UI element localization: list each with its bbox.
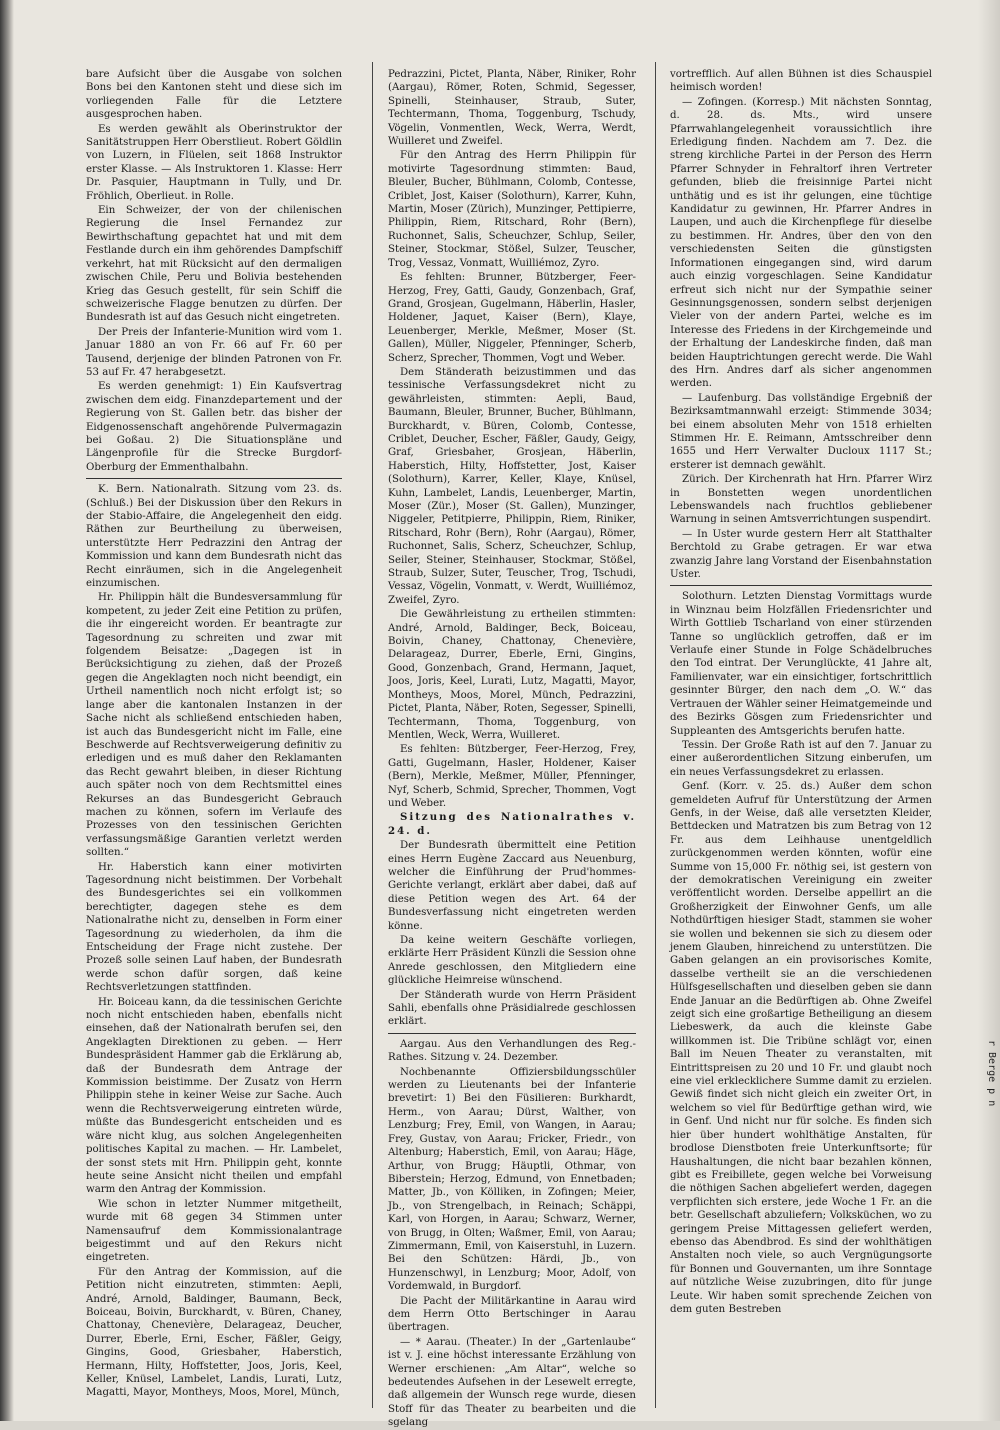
- session-heading: Sitzung des Nationalrathes v. 24. d.: [388, 811, 636, 837]
- paragraph: — Zofingen. (Korresp.) Mit nächsten Sonntag, d. 28. ds. Mts., wird unsere Pfarrwahlangelegenheit voraussichtlich ihre Erledigung finden. Nachdem am 7. Dez. die streng kirchliche Partei in der Person des Herrn Pfarrer Schnyder in Fehraltorf ihren Vertreter gefunden, blieb die freisinnige Partei nicht unthätig und es ist ihr gelungen, eine tüchtige Kandidatur zu gewinnen, Hr. Pfarrer Andres in Laupen, und auch die Kirchenpflege für dieselbe zu bestimmen. Hr. Andres, über den von den verschiedensten Seiten die günstigsten Informationen eingegangen sind, wird darum auch einzig vorgeschlagen. Seine Kandidatur erfreut sich nicht nur der Sympathie seiner Gesinnungsgenossen, sondern selbst derjenigen Vieler von der andern Partei, welche es im Interesse des Friedens in der Kirchgemeinde und der Erhaltung der Landeskirche finden, daß man beiden Hauptrichtungen gerecht werde. Die Wahl des Hrn. Andres darf als sicher angenommen werden.: [670, 96, 932, 390]
- paragraph: — * Aarau. (Theater.) In der „Gartenlaube“ ist v. J. eine höchst interessante Erzählung von Werner erschienen: „Am Altar“, welche so bedeutendes Aufsehen in der Lesewelt erregte, daß allgemein der Wunsch rege wurde, diesen Stoff für das Theater zu bearbeiten und die sgelang: [388, 1336, 636, 1429]
- paragraph: Es werden genehmigt: 1) Ein Kaufsvertrag zwischen dem eidg. Finanzdepartement und der Regierung von St. Gallen betr. das bisher der Eidgenossenschaft angehörende Pulvermagazin bei Goßau. 2) Die Situationspläne und Längenprofile für die Strecke Burgdorf-Oberburg der Emmenthalbahn.: [86, 381, 342, 473]
- paragraph: Da keine weitern Geschäfte vorliegen, erklärte Herr Präsident Künzli die Session ohne Anrede geschlossen, den Mitgliedern eine glückliche Heimreise wünschend.: [388, 935, 636, 987]
- paragraph: Pedrazzini, Pictet, Planta, Näber, Riniker, Rohr (Aargau), Römer, Roten, Schmid, Segesser, Spinelli, Steinhauser, Straub, Suter, Techtermann, Thoma, Toggenburg, Tschudy, Vögelin, Vonmentlen, Weck, Werra, Werdt, Wuilleret und Zweifel.: [388, 69, 636, 148]
- column-rule-2: [655, 62, 656, 1408]
- paragraph: — In Uster wurde gestern Herr alt Statthalter Berchtold zu Grabe getragen. Er war etwa zwanzig Jahre lang Vorstand der Eisenbahnstation Uster.: [670, 528, 932, 581]
- paragraph: Für den Antrag des Herrn Philippin für motivirte Tagesordnung stimmten: Baud, Bleuler, Bucher, Bühlmann, Colomb, Contesse, Criblet, Jost, Kaiser (Solothurn), Karrer, Kuhn, Martin, Moser (Zürich), Munzinger, Pettipierre, Philippin, Riem, Ritschard, Rohr (Bern), Ruchonnet, Salis, Scheuchzer, Schlup, Seiler, Steiner, Stockmar, Stößel, Sulzer, Teuscher, Trog, Vessaz, Vonmatt, Wuilliémoz, Zyro.: [388, 150, 636, 269]
- paragraph: bare Aufsicht über die Ausgabe von solchen Bons bei den Kantonen steht und diese sich im vorliegenden Falle für die Letztere ausgesprochen haben.: [86, 69, 342, 121]
- paragraph: Ein Schweizer, der von der chilenischen Regierung die Insel Fernandez zur Bewirthschaftung gepachtet hat und mit dem Festlande durch ein ihm gehörendes Dampfschiff verkehrt, hat mit Rücksicht auf den dermaligen zwischen Chile, Peru und Bolivia bestehenden Krieg das Gesuch gestellt, für sein Schiff die schweizerische Flagge benutzen zu dürfen. Der Bundesrath ist auf das Gesuch nicht eingetreten.: [86, 205, 342, 324]
- adjacent-page-strip: r Berge p n: [986, 1040, 997, 1107]
- paragraph: Nochbenannte Offiziersbildungsschüler werden zu Lieutenants bei der Infanterie brevetirt: 1) Bei den Füsilieren: Burkhardt, Herm., von Aarau; Dürst, Walther, von Lenzburg; Frey, Emil, von Wangen, in Aarau; Frey, Gustav, von Aarau; Fricker, Friedr., von Altenburg; Haberstich, Emil, von Aarau; Häge, Arthur, von Brugg; Häuptli, Othmar, von Biberstein; Herzog, Edmund, von Ennetbaden; Matter, Jb., von Kölliken, in Zofingen; Meier, Jb., von Strengelbach, in Reinach; Schäppi, Karl, von Horgen, in Aarau; Schwarz, Werner, von Brugg, in Olten; Waßmer, Emil, von Aarau; Zimmermann, Emil, von Kaiserstuhl, in Luzern. Bei den Schützen: Härdi, Jb., von Hunzenschwyl, in Lenzburg; Moor, Adolf, von Vordemwald, in Burgdorf.: [388, 1066, 636, 1293]
- paragraph: Es fehlten: Bützberger, Feer-Herzog, Frey, Gatti, Gugelmann, Hasler, Holdener, Kaiser (Bern), Merkle, Meßmer, Müller, Pfenninger, Nyf, Scherb, Schmid, Sprecher, Thommen, Vogt und Weber.: [388, 744, 636, 809]
- section-divider: [388, 1033, 636, 1034]
- paragraph: K. Bern. Nationalrath. Sitzung vom 23. ds. (Schluß.) Bei der Diskussion über den Rekurs in der Stabio-Affaire, die Angelegenheit den eidg. Räthen zur Beurtheilung zu überweisen, unterstützte Herr Pedrazzini den Antrag der Kommission und kann dem Bundesrath nicht das Recht einräumen, sich in die Angelegenheit einzumischen.: [86, 484, 342, 590]
- column-2: [388, 68, 636, 1429]
- right-margin: [978, 0, 1000, 1421]
- paragraph: Die Gewährleistung zu ertheilen stimmten: André, Arnold, Baldinger, Beck, Boiceau, Boivin, Chaney, Chattonay, Chenevière, Delarageaz, Durrer, Eberle, Erni, Gingins, Good, Gonzenbach, Grand, Hermann, Jaquet, Joos, Joris, Keel, Lurati, Lutz, Magatti, Mayor, Montheys, Moos, Morel, Münch, Pedrazzini, Pictet, Planta, Näber, Roten, Segesser, Spinelli, Techtermann, Thoma, Toggenburg, von Mentlen, Weck, Werra, Wuilleret.: [388, 609, 636, 741]
- paragraph: Aargau. Aus den Verhandlungen des Reg.-Rathes. Sitzung v. 24. Dezember.: [388, 1038, 636, 1064]
- paragraph: Hr. Boiceau kann, da die tessinischen Gerichte noch nicht entschieden haben, ebenfalls nicht einsehen, daß der Nationalrath berufen sei, den Angeklagten Direktionen zu geben. — Herr Bundespräsident Hammer gab die Erklärung ab, daß der Bundesrath dem Antrage der Kommission beistimme. Der Zusatz von Herrn Philippin stehe in keiner Weise zur Sache. Auch wenn die Rechtsverweigerung eintreten würde, müßte das Bundesgericht entscheiden und es wäre nicht klug, aus solchen Angelegenheiten politisches Kapital zu machen. — Hr. Lambelet, der sonst stets mit Hrn. Philippin geht, konnte heute seine Ansicht nicht theilen und empfahl warm den Antrag der Kommission.: [86, 996, 342, 1196]
- paragraph: Wie schon in letzter Nummer mitgetheilt, wurde mit 68 gegen 34 Stimmen unter Namensaufruf dem Kommissionalantrage beigestimmt und auf den Rekurs nicht eingetreten.: [86, 1198, 342, 1264]
- section-divider: [86, 478, 342, 479]
- paragraph: Es werden gewählt als Oberinstruktor der Sanitätstruppen Herr Oberstlieut. Robert Göldlin von Luzern, in Flüelen, seit 1868 Instruktor erster Klasse. — Als Instruktoren 1. Klasse: Herr Dr. Pasquier, Hauptmann in Tully, und Dr. Fröhlich, Oberlieut. in Rolle.: [86, 123, 342, 202]
- column-3: [670, 68, 932, 1408]
- paragraph: Der Bundesrath übermittelt eine Petition eines Herrn Eugène Zaccard aus Neuenburg, welcher die Einführung der Prud'hommes-Gerichte verlangt, erklärt aber dabei, daß auf diese Petition wegen des Art. 64 der Bundesverfassung nicht eingetreten werden könne.: [388, 840, 636, 932]
- paragraph: Tessin. Der Große Rath ist auf den 7. Januar zu einer außerordentlichen Sitzung einberufen, um ein neues Verfassungsdekret zu erlassen.: [670, 739, 932, 778]
- paragraph: Für den Antrag der Kommission, auf die Petition nicht einzutreten, stimmten: Aepli, André, Arnold, Baldinger, Baumann, Beck, Boiceau, Boivin, Burckhardt, v. Büren, Chaney, Chattonay, Chenevière, Delarageaz, Deucher, Durrer, Eberle, Erni, Escher, Fäßler, Geigy, Gingins, Good, Griesbaher, Haberstich, Hermann, Hilty, Hoffstetter, Joos, Joris, Keel, Keller, Knüsel, Lambelet, Landis, Lurati, Lutz, Magatti, Mayor, Montheys, Moos, Morel, Münch,: [86, 1266, 342, 1399]
- paragraph: — Laufenburg. Das vollständige Ergebniß der Bezirksamtmannwahl erzeigt: Stimmende 3034; bei einem absoluten Mehr von 1518 erhielten Stimmen Hr. E. Reimann, Amtsschreiber denn 1655 und Herr Verwalter Ducloux 1117 St.; ersterer ist demnach gewählt.: [670, 392, 932, 471]
- paragraph: vortrefflich. Auf allen Bühnen ist dies Schauspiel heimisch worden!: [670, 69, 932, 94]
- column-1: [86, 68, 342, 1408]
- section-divider: [670, 585, 932, 586]
- paragraph: Solothurn. Letzten Dienstag Vormittags wurde in Winznau beim Holzfällen Friedensrichter und Wirth Gottlieb Tscharland von einer stürzenden Tanne so unglücklich getroffen, daß er im Verlaufe einer Stunde in Folge Schädelbruches den Tod eintrat. Der Verunglückte, 41 Jahre alt, Familienvater, war ein einsichtiger, fortschrittlich gesinnter Bürger, den nach dem „O. W.“ das Vertrauen der Wähler seiner Heimatgemeinde und des Bezirks Gösgen zum Friedensrichter und Suppleanten des Amtsgerichts berufen hatte.: [670, 591, 932, 737]
- page-binding: [0, 0, 14, 1421]
- paragraph: Der Preis der Infanterie-Munition wird vom 1. Januar 1880 an von Fr. 66 auf Fr. 60 per Tausend, derjenige der blinden Patronen von Fr. 53 auf Fr. 47 herabgesetzt.: [86, 326, 342, 378]
- paragraph: Hr. Haberstich kann einer motivirten Tagesordnung nicht beistimmen. Der Vorbehalt des Bundesgerichtes sei ein vollkommen berechtigter, dagegen stehe es dem Nationalrathe nicht zu, denselben in Form einer Tagesordnung zu wiederholen, da ihm die Entscheidung der Frage nicht zustehe. Der Prozeß solle seinen Lauf haben, der Bundesrath werde schon dafür sorgen, daß keine Rechtsverletzungen stattfinden.: [86, 861, 342, 994]
- paragraph: Hr. Philippin hält die Bundesversammlung für kompetent, zu jeder Zeit eine Petition zu prüfen, die ihr eingereicht worden. Er beantragte zur Tagesordnung zu schreiten und zwar mit folgendem Beisatze: „Dagegen ist in Berücksichtigung zu ziehen, daß der Prozeß gegen die Angeklagten noch nicht beendigt, ein Urtheil namentlich noch nicht erfolgt ist; so lange aber die kantonalen Instanzen in der Sache nicht als schließend entschieden haben, ist auch das Bundesgericht nicht im Falle, eine Beschwerde auf Rechtsverweigerung definitiv zu erledigen und es muß daher den Reklamanten das Recht gewahrt bleiben, in dieser Richtung auch später noch von dem Rechtsmittel eines Rekurses an das Bundesgericht Gebrauch machen zu können, sofern im Verlaufe des Prozesses von den tessinischen Gerichten verfassungsmäßige Garantien verletzt werden sollten.“: [86, 592, 342, 859]
- paragraph: Der Ständerath wurde von Herrn Präsident Sahli, ebenfalls ohne Präsidialrede geschlossen erklärt.: [388, 989, 636, 1028]
- paragraph: Dem Ständerath beizustimmen und das tessinische Verfassungsdekret nicht zu gewährleisten, stimmten: Aepli, Baud, Baumann, Bleuler, Brunner, Bucher, Bühlmann, Burckhardt, v. Büren, Colomb, Contesse, Criblet, Deucher, Escher, Fäßler, Gaudy, Geigy, Graf, Griesbaher, Grosjean, Häberlin, Haberstich, Hilty, Hoffstetter, Jost, Kaiser (Solothurn), Karrer, Keller, Klaye, Knüsel, Kuhn, Lambelet, Landis, Leuenberger, Martin, Moser (Zür.), Moser (St. Gallen), Munzinger, Niggeler, Petitpierre, Philippin, Riem, Riniker, Ritschard, Rohr (Bern), Rohr (Aargau), Römer, Ruchonnet, Salis, Scherz, Scheuchzer, Schlup, Seiler, Steiner, Steinhauser, Stockmar, Stößel, Straub, Sulzer, Suter, Teuscher, Trog, Tschudi, Vessaz, Vögelin, Vonmatt, v. Werdt, Wuilliémoz, Zweifel, Zyro.: [388, 366, 636, 606]
- paragraph: Die Pacht der Militärkantine in Aarau wird dem Herrn Otto Bertschinger in Aarau übertragen.: [388, 1295, 636, 1334]
- paragraph: Es fehlten: Brunner, Bützberger, Feer-Herzog, Frey, Gatti, Gaudy, Gonzenbach, Graf, Grand, Grosjean, Gugelmann, Häberlin, Hasler, Holdener, Jaquet, Kaiser (Bern), Klaye, Leuenberger, Merkle, Meßmer, Moser (St. Gallen), Müller, Niggeler, Pfenninger, Scherb, Scherz, Sprecher, Thommen, Vogt und Weber.: [388, 272, 636, 364]
- paragraph: Genf. (Korr. v. 25. ds.) Außer dem schon gemeldeten Aufruf für Unterstützung der Armen Genfs, in der Weise, daß alle versetzten Kleider, Bettdecken und Matratzen bis zum Betrag von 12 Fr. aus dem Leihhause unentgeldlich zurückgenommen werden könnten, wofür eine Summe von 15,000 Fr. nöthig sei, ist gestern von der demokratischen Vereinigung ein zweiter veröffentlicht worden. Derselbe appellirt an die Großherzigkeit der Einwohner Genfs, um alle Nothdürftigen hiesiger Stadt, stammen sie woher sie wollen und bekennen sie sich zu diesem oder jenem Glauben, hinreichend zu unterstützen. Die Gaben gelangen an ein provisorisches Komite, dasselbe vertheilt sie an die verschiedenen Hülfsgesellschaften und dieselben geben sie dann Ende Januar an die Bedürftigen ab. Ohne Zweifel zeigt sich eine großartige Betheiligung an diesem Liebeswerk, da auch die kleinste Gabe willkommen ist. Die Tribüne schlägt vor, einen Ball im Neuen Theater zu veranstalten, mit Eintrittspreisen zu 20 und 10 Fr. und glaubt noch eine viel erklecklichere Summe damit zu erzielen. Gewiß findet sich nicht gleich ein zweiter Ort, in welchem so viel für Bedürftige gethan wird, wie in Genf. Und nicht nur für solche. Es finden sich hier über hundert wohlthätige Anstalten, für brodlose Dienstboten freie Unterkunftsorte; für Haushaltungen, die nicht baar bezahlen können, gibt es Freibillete, gegen welche bei Vorweisung die nöthigen Sachen abgeliefert werden, dagegen verpflichten sich erstere, jede Woche 1 Fr. an die betr. Gesellschaft abzuliefern; Volksküchen, wo zu geringem Preise Mittagessen geliefert werden, ebenso das Abendbrod. Es sind der wohlthätigen Anstalten noch viele, so auch Vergnügungsorte für Bonnen und Gouvernanten, um ihre Sonntage auf nützliche Weise zuzubringen, dito für junge Leute. Wir haben somit sprechende Zeichen von dem guten Bestreben: [670, 781, 932, 1315]
- column-rule-1: [372, 62, 373, 1408]
- paragraph: Zürich. Der Kirchenrath hat Hrn. Pfarrer Wirz in Bonstetten wegen unordentlichen Lebenswandels nach fruchtlos gebliebener Warnung in seinen Amtsverrichtungen suspendirt.: [670, 474, 932, 526]
